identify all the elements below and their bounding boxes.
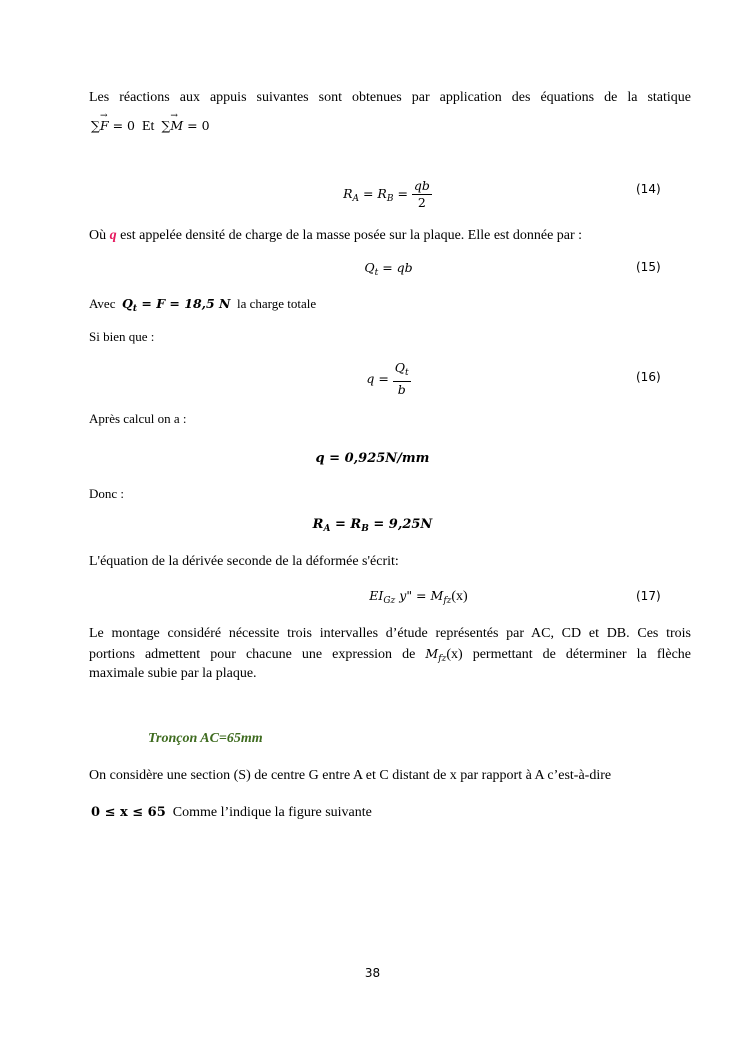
montage-line-3: maximale subie par la plaque. [89, 666, 257, 681]
q-value: q = 0,925N/mm [315, 451, 430, 466]
sum-moment-eq: ∑→ M = 0 [161, 118, 209, 133]
equation-17-number: (17) [636, 589, 661, 603]
intro-text: Les réactions aux appuis suivantes sont obtenues par application des équations de la statique [89, 90, 691, 105]
density-paragraph: Où q est appelée densité de charge de la masse posée sur la plaque. Elle est donnée par : [89, 228, 583, 243]
reaction-value: $R_A = R_B = 9,25N$ [312, 517, 433, 534]
equation-15: $Q_t$ = qb [364, 260, 413, 278]
troncon-heading: Tronçon AC=65mm [148, 731, 263, 746]
equation-14: $R_A = R_B$ = $\frac{qb}{2}$ [343, 178, 430, 210]
apres-calcul: Après calcul on a : [89, 411, 187, 426]
montage-line-1: Le montage considéré nécessite trois intervalles d’étude représentés par AC, CD et DB. Ces trois [89, 626, 691, 641]
page-number: 38 [364, 966, 381, 980]
q-highlight: q [109, 228, 117, 243]
equation-16-number: (16) [636, 370, 661, 384]
equation-intro: L'équation de la dérivée seconde de la déformée s'écrit: [89, 554, 399, 569]
montage-line-2: portions admettent pour chacune une expression de $M_{fz}(x)$ permettant de déterminer la flèche [89, 646, 692, 664]
sum-force-eq: ∑→ F = 0 [91, 118, 135, 133]
equation-14-number: (14) [636, 182, 661, 196]
et-word: Et [142, 119, 155, 134]
statics-equations [91, 116, 693, 137]
total-charge-line: Avec $Q_t = F = 18,5$ N la charge totale [89, 296, 317, 314]
range-line: 0 ≤ x ≤ 65 Comme l’indique la figure suivante [91, 805, 372, 820]
section-description: On considère une section (S) de centre G entre A et C distant de x par rapport à A c’est-à-dire [89, 768, 612, 783]
donc: Donc : [89, 486, 125, 501]
intro-paragraph [89, 88, 691, 108]
equation-15-number: (15) [636, 260, 661, 274]
equation-16: q = $\frac{Q_t}{b}$ [366, 360, 409, 397]
equation-17: $EI_{Gz}$ y" = $M_{fz}(x)$ [369, 588, 468, 606]
si-bien-que: Si bien que : [89, 329, 155, 344]
